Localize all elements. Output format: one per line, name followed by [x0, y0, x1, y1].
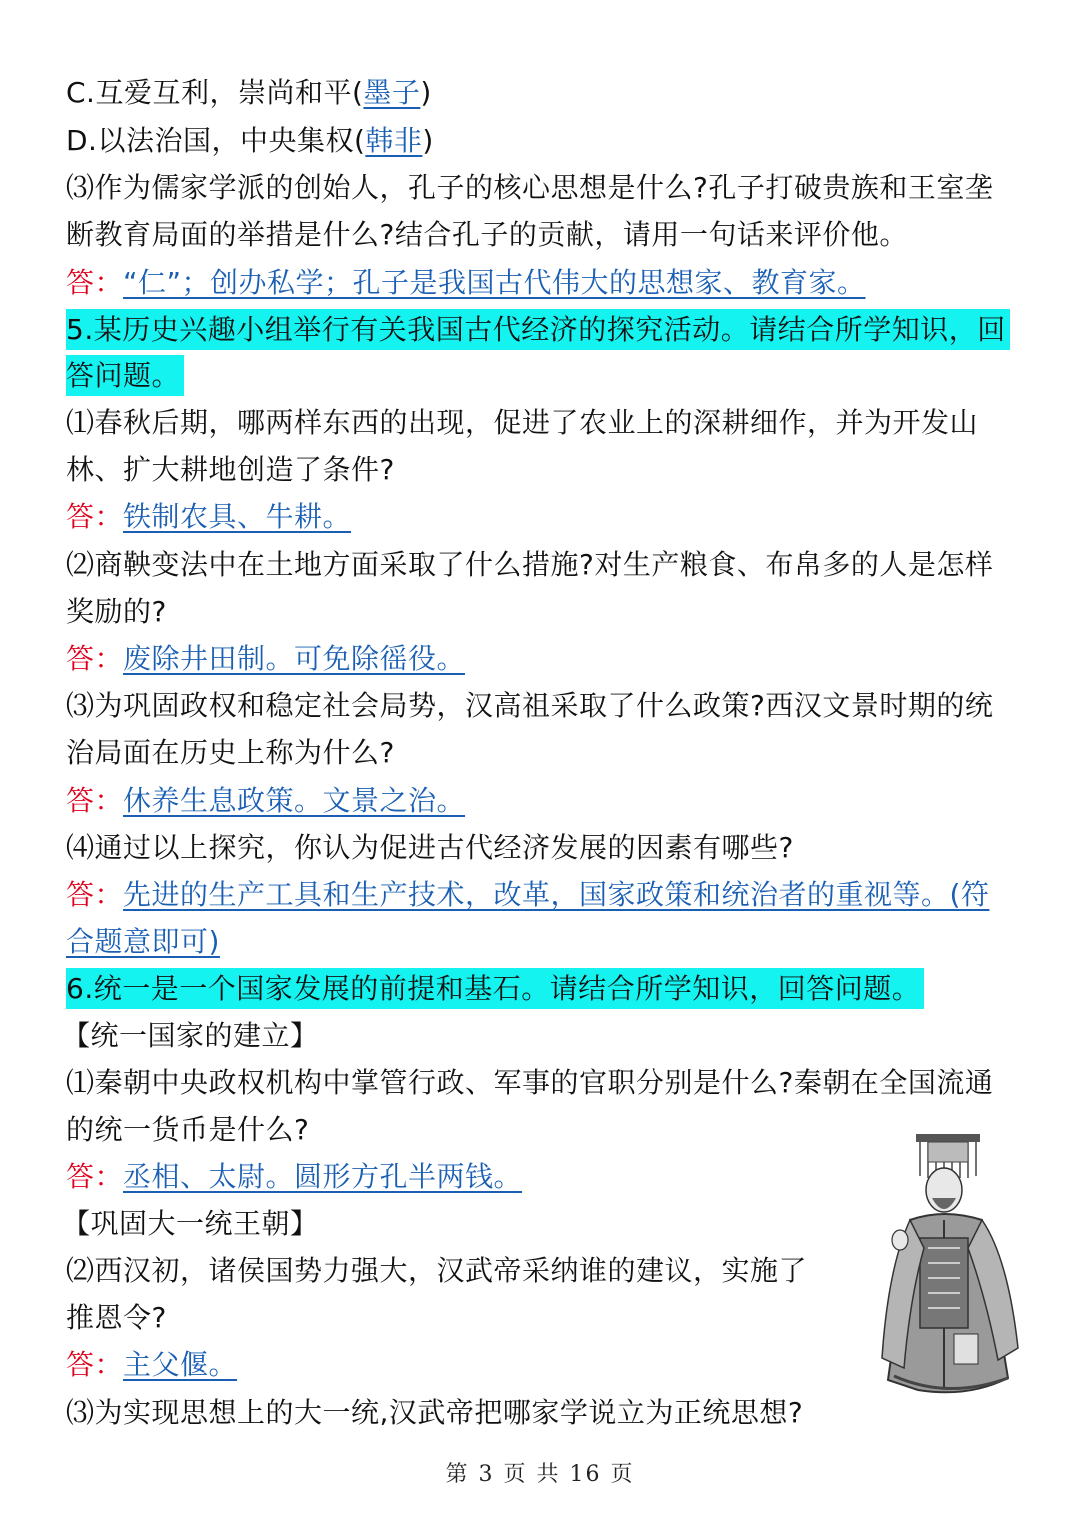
question-4-3-line2: 断教育局面的举措是什么?结合孔子的贡献，请用一句话来评价他。 — [66, 218, 908, 251]
option-c: C.互爱互利，崇尚和平(墨子) — [66, 76, 432, 109]
answer-label: 答： — [66, 1160, 124, 1193]
answer-5-4-line2 — [66, 922, 220, 962]
question-4-3-line1: ⑶作为儒家学派的创始人，孔子的核心思想是什么?孔子打破贵族和王室垄 — [66, 171, 994, 204]
answer-5-4-line1 — [66, 875, 989, 915]
question-5-title-line1: 5.某历史兴趣小组举行有关我国古代经济的探究活动。请结合所学知识，回 — [66, 310, 1010, 350]
emperor-portrait-illustration — [858, 1128, 1038, 1406]
question-5-1-line2: 林、扩大耕地创造了条件? — [66, 453, 395, 486]
answer-label: 答： — [66, 1348, 124, 1381]
answer-label: 答： — [66, 878, 124, 911]
section-heading-consolidation: 【巩固大一统王朝】 — [62, 1207, 319, 1240]
option-c-answer: 墨子 — [363, 76, 421, 109]
answer-label: 答： — [66, 500, 124, 533]
question-5-2-line1: ⑵商鞅变法中在土地方面采取了什么措施?对生产粮食、布帛多的人是怎样 — [66, 548, 994, 581]
section-heading-unification: 【统一国家的建立】 — [62, 1019, 319, 1052]
question-6-2-line1: ⑵西汉初，诸侯国势力强大，汉武帝采纳谁的建议，实施了 — [66, 1254, 808, 1287]
answer-text: 丞相、太尉。圆形方孔半两钱。 — [123, 1160, 523, 1193]
answer-label: 答： — [66, 784, 124, 817]
answer-text: 合题意即可) — [66, 925, 220, 958]
question-6-1-line1: ⑴秦朝中央政权机构中掌管行政、军事的官职分别是什么?秦朝在全国流通 — [66, 1066, 994, 1099]
answer-text: 废除井田制。可免除徭役。 — [123, 642, 466, 675]
answer-text: 铁制农具、牛耕。 — [123, 500, 352, 533]
answer-text: 休养生息政策。文景之治。 — [123, 784, 466, 817]
answer-6-1 — [66, 1157, 522, 1197]
option-d: D.以法治国，中央集权(韩非) — [66, 124, 434, 157]
answer-4-3 — [66, 263, 866, 303]
answer-5-2 — [66, 639, 465, 679]
answer-text: 先进的生产工具和生产技术，改革，国家政策和统治者的重视等。(符 — [123, 878, 990, 911]
question-5-3-line2: 治局面在历史上称为什么? — [66, 736, 395, 769]
question-5-title-line2: 答问题。 — [66, 356, 184, 396]
page-footer: 第 3 页 共 16 页 — [445, 1462, 635, 1487]
question-6-2-line2: 推恩令? — [66, 1301, 167, 1334]
answer-5-1 — [66, 497, 351, 537]
question-6-3: ⑶为实现思想上的大一统,汉武帝把哪家学说立为正统思想? — [66, 1396, 804, 1429]
question-5-1-line1: ⑴春秋后期，哪两样东西的出现，促进了农业上的深耕细作，并为开发山 — [66, 406, 979, 439]
question-6-1-line2: 的统一货币是什么? — [66, 1113, 310, 1146]
answer-text: 主父偃。 — [123, 1348, 238, 1381]
option-d-answer: 韩非 — [365, 124, 423, 157]
question-6-title: 6.统一是一个国家发展的前提和基石。请结合所学知识，回答问题。 — [66, 969, 924, 1009]
question-5-2-line2: 奖励的? — [66, 595, 167, 628]
answer-6-2 — [66, 1345, 237, 1385]
answer-label: 答： — [66, 642, 124, 675]
answer-text: “仁”；创办私学；孔子是我国古代伟大的思想家、教育家。 — [123, 266, 866, 299]
question-5-3-line1: ⑶为巩固政权和稳定社会局势，汉高祖采取了什么政策?西汉文景时期的统 — [66, 689, 994, 722]
answer-label: 答： — [66, 266, 124, 299]
question-5-4: ⑷通过以上探究，你认为促进古代经济发展的因素有哪些? — [66, 831, 794, 864]
answer-5-3 — [66, 781, 465, 821]
